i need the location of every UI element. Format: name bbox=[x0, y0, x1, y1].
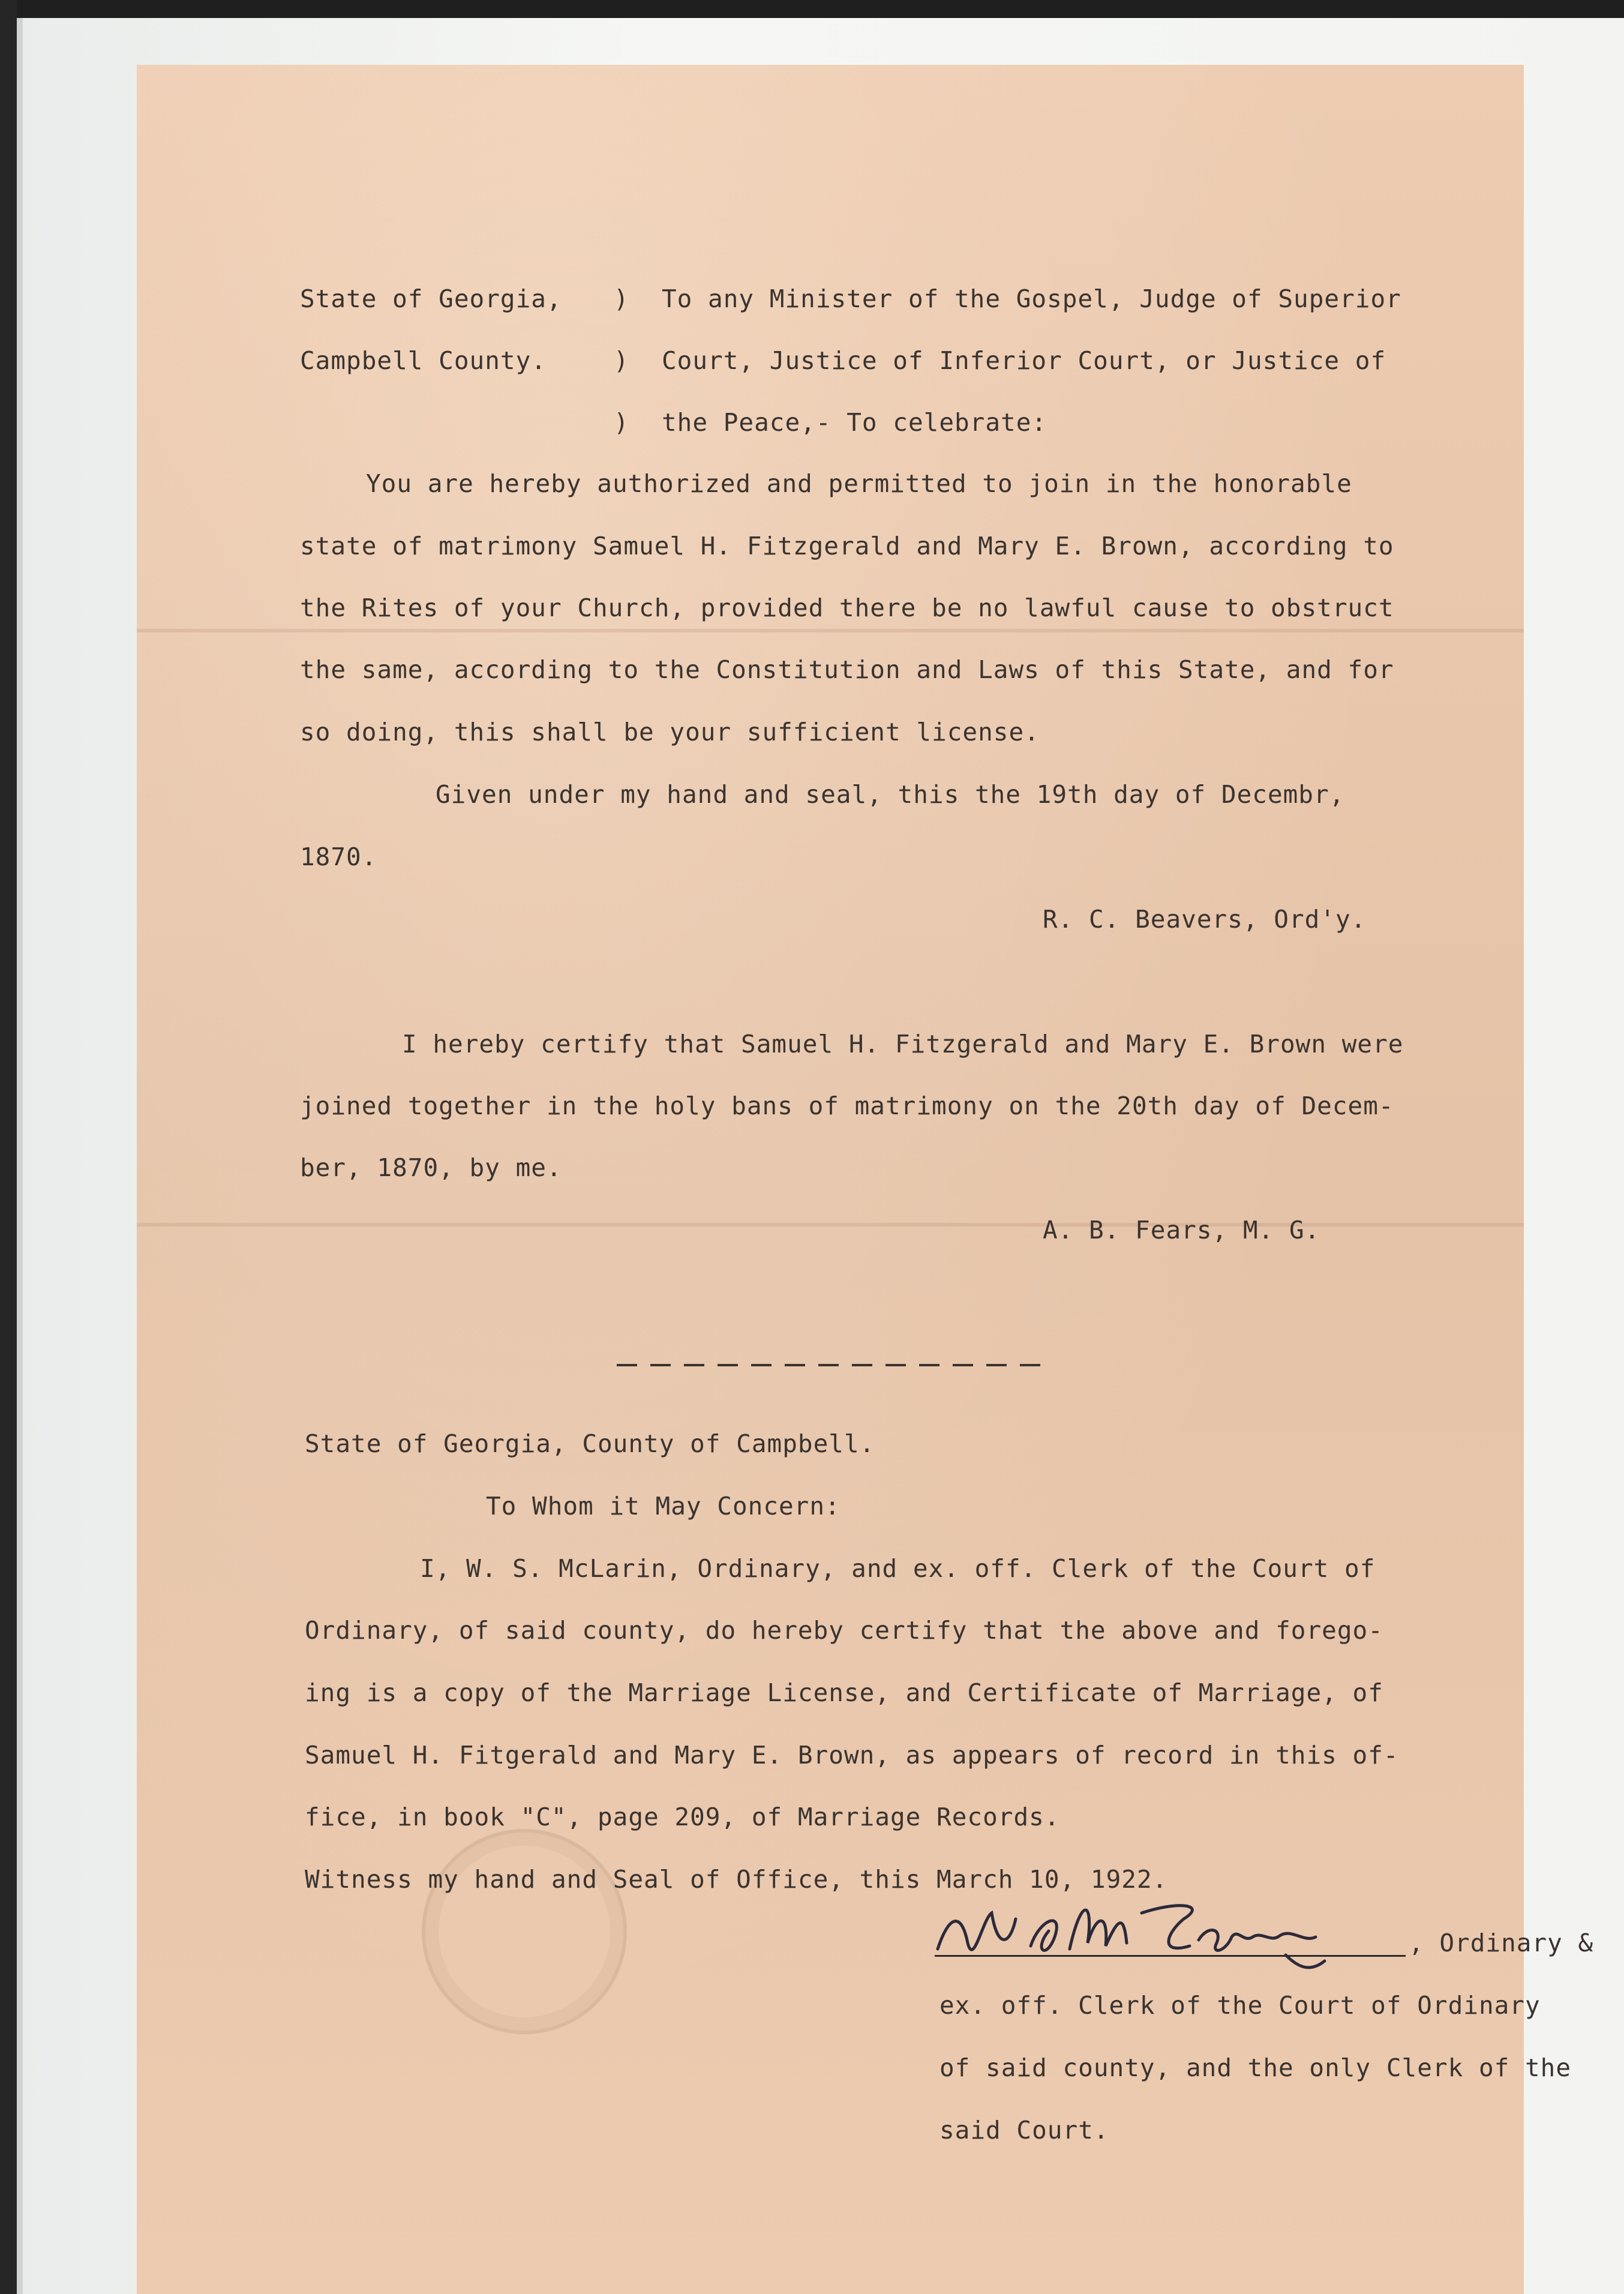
header-addressee-line: the Peace,- To celebrate: bbox=[662, 408, 1047, 437]
license-signer: R. C. Beavers, Ord'y. bbox=[1043, 905, 1367, 934]
header-state: State of Georgia, bbox=[300, 284, 562, 313]
certificate-line: I hereby certify that Samuel H. Fitzgerald and Mary E. Brown were bbox=[402, 1030, 1404, 1058]
license-body-line: the Rites of your Church, provided there be no lawful cause to obstruct bbox=[300, 593, 1394, 622]
copy-salutation: To Whom it May Concern: bbox=[486, 1492, 840, 1521]
clerk-title-line: ex. off. Clerk of the Court of Ordinary bbox=[939, 1991, 1541, 2020]
clerk-title-line: of said county, and the only Clerk of the bbox=[939, 2053, 1572, 2082]
signature-title-suffix: , Ordinary & bbox=[1409, 1929, 1594, 1957]
copy-body-line: ing is a copy of the Marriage License, and Certificate of Marriage, of bbox=[305, 1678, 1383, 1707]
handwritten-signature bbox=[926, 1877, 1418, 1979]
copy-body-line: I, W. S. McLarin, Ordinary, and ex. off. Clerk of the Court of bbox=[420, 1554, 1376, 1583]
copy-body-line: fice, in book "C", page 209, of Marriage Records. bbox=[305, 1803, 1060, 1831]
fold-line bbox=[137, 629, 1524, 632]
copy-body-line: Ordinary, of said county, do hereby certify that the above and forego- bbox=[305, 1616, 1383, 1645]
license-body-line: You are hereby authorized and permitted to join in the honorable bbox=[366, 469, 1352, 498]
license-year: 1870. bbox=[300, 842, 377, 871]
header-addressee-line: Court, Justice of Inferior Court, or Justice of bbox=[662, 346, 1386, 375]
copy-witness-line: Witness my hand and Seal of Office, this March 10, 1922. bbox=[305, 1865, 1168, 1894]
scanner-left-edge bbox=[0, 0, 17, 2294]
embossed-seal bbox=[422, 1829, 627, 2034]
header-paren: ) bbox=[614, 408, 629, 437]
clerk-title-line: said Court. bbox=[939, 2116, 1109, 2145]
header-addressee-line: To any Minister of the Gospel, Judge of Superior bbox=[662, 284, 1401, 313]
license-given-line: Given under my hand and seal, this the 19th day of Decembr, bbox=[436, 780, 1345, 809]
header-paren: ) bbox=[614, 346, 629, 375]
certificate-signer: A. B. Fears, M. G. bbox=[1043, 1216, 1320, 1245]
signature-line bbox=[935, 1955, 1406, 1957]
header-county: Campbell County. bbox=[300, 346, 547, 375]
license-body-line: state of matrimony Samuel H. Fitzgerald and Mary E. Brown, according to bbox=[300, 532, 1394, 560]
copy-heading: State of Georgia, County of Campbell. bbox=[305, 1429, 875, 1458]
scanner-top-edge bbox=[0, 0, 1624, 18]
header-paren: ) bbox=[614, 284, 629, 313]
certificate-line: ber, 1870, by me. bbox=[300, 1153, 562, 1182]
copy-body-line: Samuel H. Fitgerald and Mary E. Brown, as appears of record in this of- bbox=[305, 1741, 1399, 1770]
license-body-line: the same, according to the Constitution and Laws of this State, and for bbox=[300, 655, 1394, 684]
certificate-line: joined together in the holy bans of matrimony on the 20th day of Decem- bbox=[300, 1091, 1394, 1120]
license-body-line: so doing, this shall be your sufficient license. bbox=[300, 718, 1040, 746]
scanner-left-margin bbox=[17, 18, 23, 2294]
document-page bbox=[137, 65, 1594, 2294]
